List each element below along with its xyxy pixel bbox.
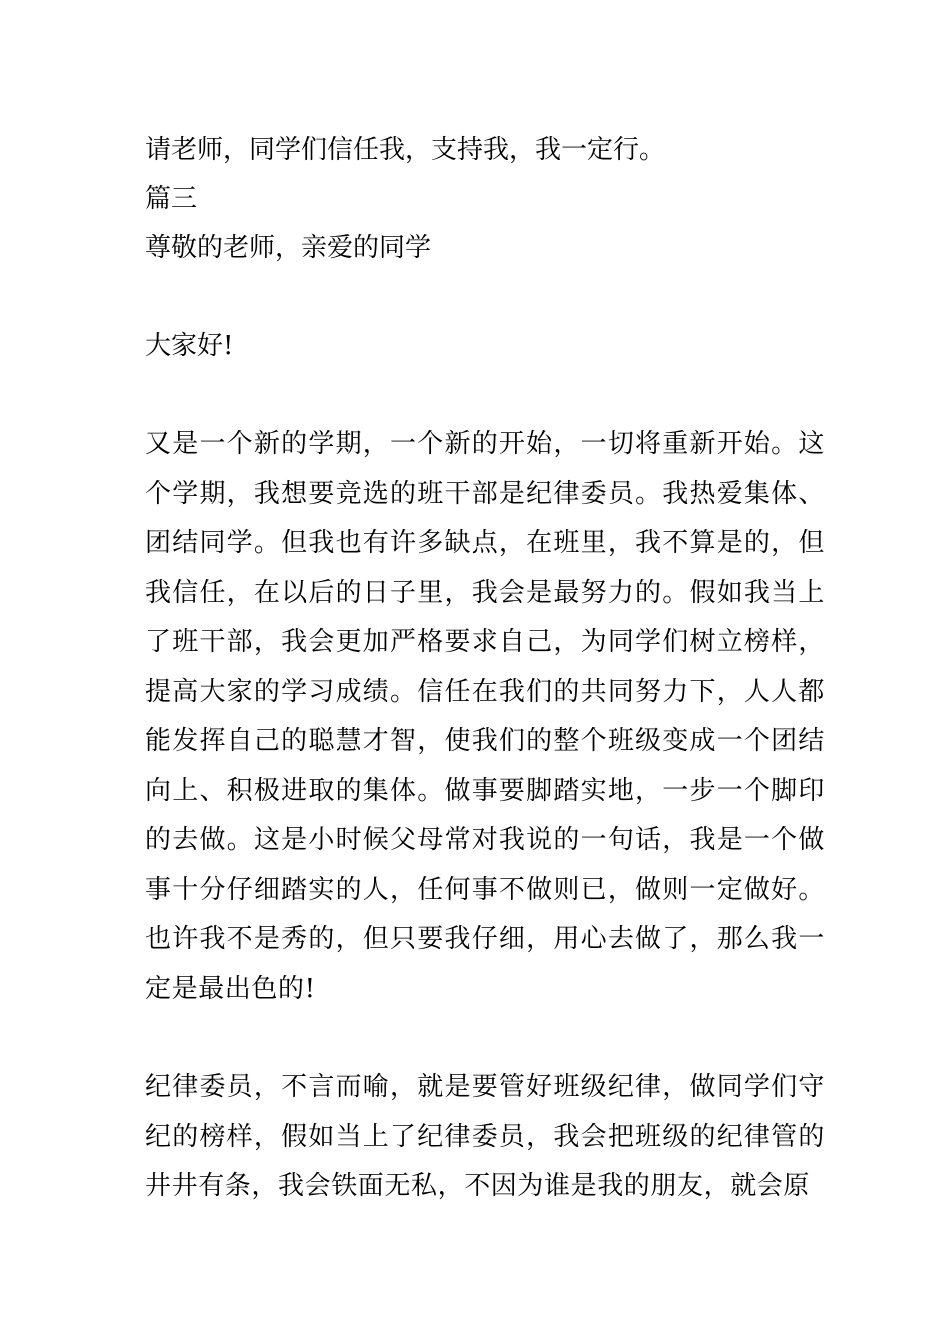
document-body (145, 126, 825, 1212)
greeting: 大家好! (145, 331, 234, 361)
salutation: 尊敬的老师，亲爱的同学 (145, 233, 432, 263)
section-heading: 篇三 (145, 184, 198, 214)
closing-line: 请老师，同学们信任我，支持我，我一定行。 (145, 135, 666, 165)
body-paragraph: 纪律委员，不言而喻，就是要管好班级纪律，做同学们守纪的榜样，假如当上了纪律委员，我会把班级的纪律管的井井有条，我会铁面无私，不因为谁是我的朋友，就会原 (145, 1072, 825, 1201)
blank-line (145, 1014, 825, 1063)
blank-line (145, 273, 825, 322)
body-paragraph: 又是一个新的学期，一个新的开始，一切将重新开始。这个学期，我想要竞选的班干部是纪律委员。我热爱集体、团结同学。但我也有许多缺点，在班里，我不算是的，但我信任，在以后的日子里，我会是最努力的。假如我当上了班干部，我会更加严格要求自己，为同学们树立榜样，提高大家的学习成绩。信任在我们的共同努力下，人人都能发挥自己的聪慧才智，使我们的整个班级变成一个团结向上、积极进取的集体。做事要脚踏实地，一步一个脚印的去做。这是小时候父母常对我说的一句话，我是一个做事十分仔细踏实的人，任何事不做则已，做则一定做好。也许我不是秀的，但只要我仔细，用心去做了，那么我一定是最出色的! (145, 429, 825, 1004)
blank-line (145, 371, 825, 420)
